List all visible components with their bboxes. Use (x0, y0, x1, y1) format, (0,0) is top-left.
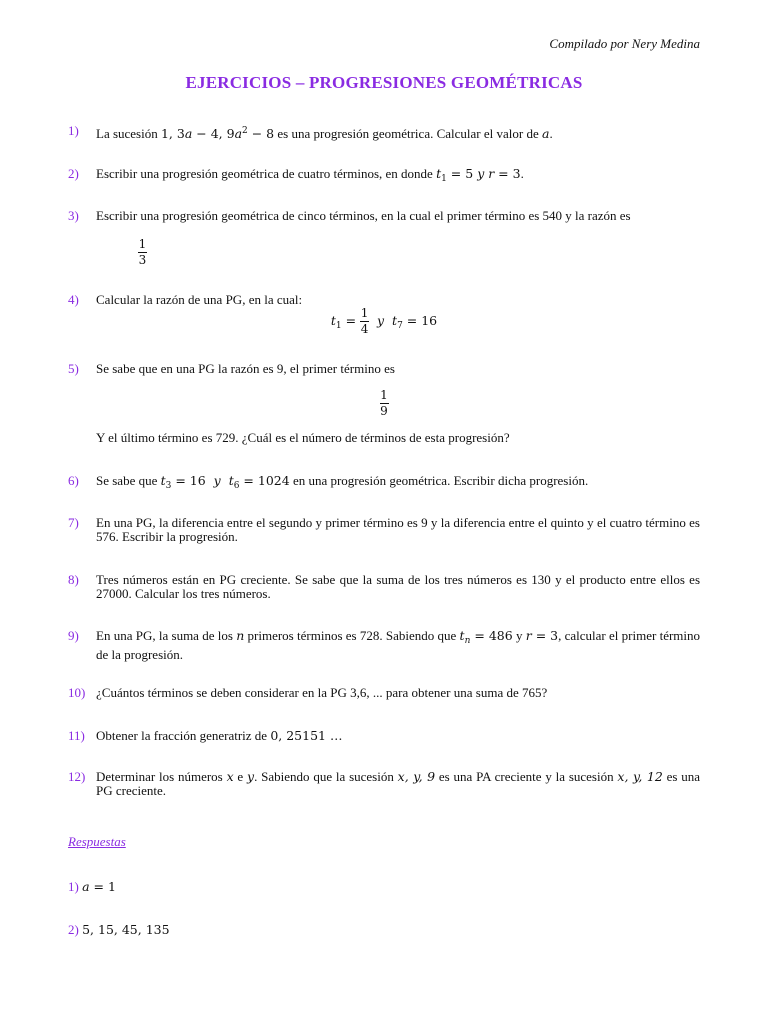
exercise-text: Y el último término es 729. ¿Cuál es el número de términos de esta progresión? (96, 430, 510, 445)
exercise-number: 6) (68, 473, 79, 488)
exercise-text: Tres números están en PG creciente. Se sabe que la suma de los tres números es 130 y el producto entre ellos es 27000. Calcular los tres números. (96, 572, 700, 601)
answer-1 (68, 879, 116, 895)
exercise-number: 12) (68, 769, 86, 784)
answers-link[interactable]: Respuestas (68, 834, 126, 849)
fraction-one-ninth: $\frac{1}{9}$ (380, 388, 388, 418)
exercise-text: Escribir una progresión geométrica de cuatro términos, en donde $t_1 = 5$ y r = 3. (96, 166, 524, 184)
author-credit: Compilado por Nery Medina (549, 36, 700, 51)
exercise-number: 1) (68, 123, 79, 138)
exercise-text: Se sabe que $t_3 = 16$ y $t_6 = 1024$ en una progresión geométrica. Escribir dicha progresión. (96, 473, 589, 491)
answer-number: 2) (68, 922, 79, 937)
page-title: EJERCICIOS – PROGRESIONES GEOMÉTRICAS (185, 73, 583, 92)
answer-value: a = 1 (82, 879, 116, 894)
exercise-text: En una PG, la diferencia entre el segundo y primer término es 9 y la diferencia entre el quinto y el cuatro término es 576. Escribir la progresión. (96, 515, 700, 544)
exercise-text: Determinar los números x e y. Sabiendo que la sucesión x, y, 9 es una PA creciente y la sucesión x, y, 12 es una PG creciente. (96, 769, 700, 798)
exercise-number: 7) (68, 515, 79, 530)
exercise-number: 11) (68, 728, 85, 743)
exercise-text: Escribir una progresión geométrica de cinco términos, en la cual el primer término es 540 y la razón es (96, 208, 631, 223)
exercise-text: ¿Cuántos términos se deben considerar en la PG 3,6, ... para obtener una suma de 765? (96, 685, 548, 700)
answer-value: 5, 15, 45, 135 (82, 922, 170, 937)
fraction-one-third: 1 3 (138, 237, 147, 267)
exercise-number: 2) (68, 166, 79, 181)
exercise-text: La sucesión 1, 3a − 4, $9a^2 - 8$ es una progresión geométrica. Calcular el valor de a. (96, 126, 553, 141)
exercise-text: Se sabe que en una PG la razón es 9, el primer término es (96, 361, 395, 376)
exercise-number: 4) (68, 292, 79, 307)
exercise-number: 9) (68, 628, 79, 643)
equation-ex4: $t_1$ = $\frac{1}{4}$ y $t_7 = 16$ (330, 306, 438, 336)
exercise-number: 8) (68, 572, 79, 587)
answer-number: 1) (68, 879, 79, 894)
exercise-text: Obtener la fracción generatriz de 0, 25151 … (96, 728, 343, 743)
answer-2 (68, 922, 170, 938)
exercise-text: Calcular la razón de una PG, en la cual: (96, 292, 303, 307)
exercise-number: 5) (68, 361, 79, 376)
exercise-text: En una PG, la suma de los n primeros términos es 728. Sabiendo que $t_n = 486$ y r = 3, calcular el primer término de la progresión. (96, 628, 701, 662)
exercise-number: 3) (68, 208, 79, 223)
exercise-number: 10) (68, 685, 86, 700)
